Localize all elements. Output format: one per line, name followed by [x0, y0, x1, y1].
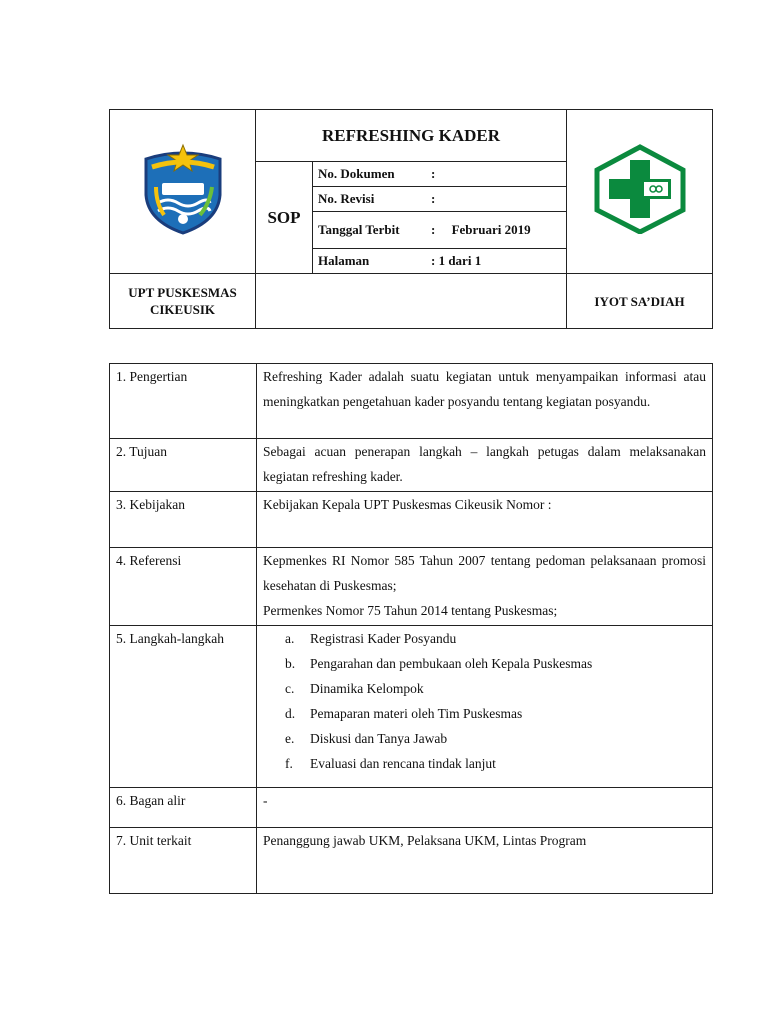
- row-text-referensi: [257, 548, 713, 626]
- meta-label: Tanggal Terbit: [318, 222, 400, 237]
- row-label-referensi: 4. Referensi: [110, 548, 257, 626]
- meta-row: [313, 212, 567, 249]
- row-text-kebijakan: Kebijakan Kepala UPT Puskesmas Cikeusik Nomor :: [257, 492, 713, 548]
- row-text-bagan-alir: -: [257, 788, 713, 828]
- sop-header-table: [109, 109, 713, 329]
- row-label-bagan-alir: 6. Bagan alir: [110, 788, 257, 828]
- step-item: a. Registrasi Kader Posyandu: [285, 631, 457, 646]
- row-steps: [257, 626, 713, 788]
- meta-label: Halaman: [318, 253, 370, 268]
- row-text-tujuan: Sebagai acuan penerapan langkah – langkah petugas dalam melaksanakan kegiatan refreshing kader.: [257, 439, 713, 492]
- sop-content-table: [109, 363, 713, 894]
- step-item: f. Evaluasi dan rencana tindak lanjut: [285, 756, 496, 771]
- meta-value: : 1 dari 1: [431, 253, 482, 268]
- row-label-pengertian: 1. Pengertian: [110, 364, 257, 439]
- meta-label: No. Revisi: [318, 191, 375, 206]
- meta-value: : Februari 2019: [431, 222, 531, 237]
- step-item: e. Diskusi dan Tanya Jawab: [285, 731, 448, 746]
- meta-row: [313, 187, 567, 212]
- puskesmas-cross-logo-icon: [592, 144, 688, 234]
- meta-row: [313, 249, 567, 274]
- row-label-tujuan: 2. Tujuan: [110, 439, 257, 492]
- regency-emblem-cell: [110, 110, 256, 274]
- row-text-unit-terkait: Penanggung jawab UKM, Pelaksana UKM, Lintas Program: [257, 828, 713, 894]
- step-item: d. Pemaparan materi oleh Tim Puskesmas: [285, 706, 523, 721]
- row-text-pengertian: Refreshing Kader adalah suatu kegiatan untuk menyampaikan informasi atau meningkatkan pengetahuan kader posyandu tentang kegiatan posyandu.: [257, 364, 713, 439]
- meta-value: :: [431, 191, 436, 206]
- document-title: REFRESHING KADER: [256, 110, 567, 162]
- regency-emblem-icon: [138, 143, 228, 235]
- row-label-langkah: 5. Langkah-langkah: [110, 626, 257, 788]
- blank-cell: [256, 274, 567, 329]
- sop-label: SOP: [256, 162, 313, 274]
- row-label-kebijakan: 3. Kebijakan: [110, 492, 257, 548]
- step-item: b. Pengarahan dan pembukaan oleh Kepala Puskesmas: [285, 656, 593, 671]
- meta-value: :: [431, 166, 436, 181]
- signer-name: IYOT SA’DIAH: [567, 274, 713, 329]
- meta-row: [313, 162, 567, 187]
- organization-name: UPT PUSKESMAS CIKEUSIK: [110, 274, 256, 329]
- referensi-line: Permenkes Nomor 75 Tahun 2014 tentang Puskesmas;: [263, 603, 558, 618]
- referensi-line: Kepmenkes RI Nomor 585 Tahun 2007 tentang pedoman pelaksanaan promosi kesehatan di Puskesmas;: [263, 553, 706, 593]
- row-label-unit-terkait: 7. Unit terkait: [110, 828, 257, 894]
- puskesmas-logo-cell: [567, 110, 713, 274]
- meta-label: No. Dokumen: [318, 166, 395, 181]
- step-item: c. Dinamika Kelompok: [285, 681, 424, 696]
